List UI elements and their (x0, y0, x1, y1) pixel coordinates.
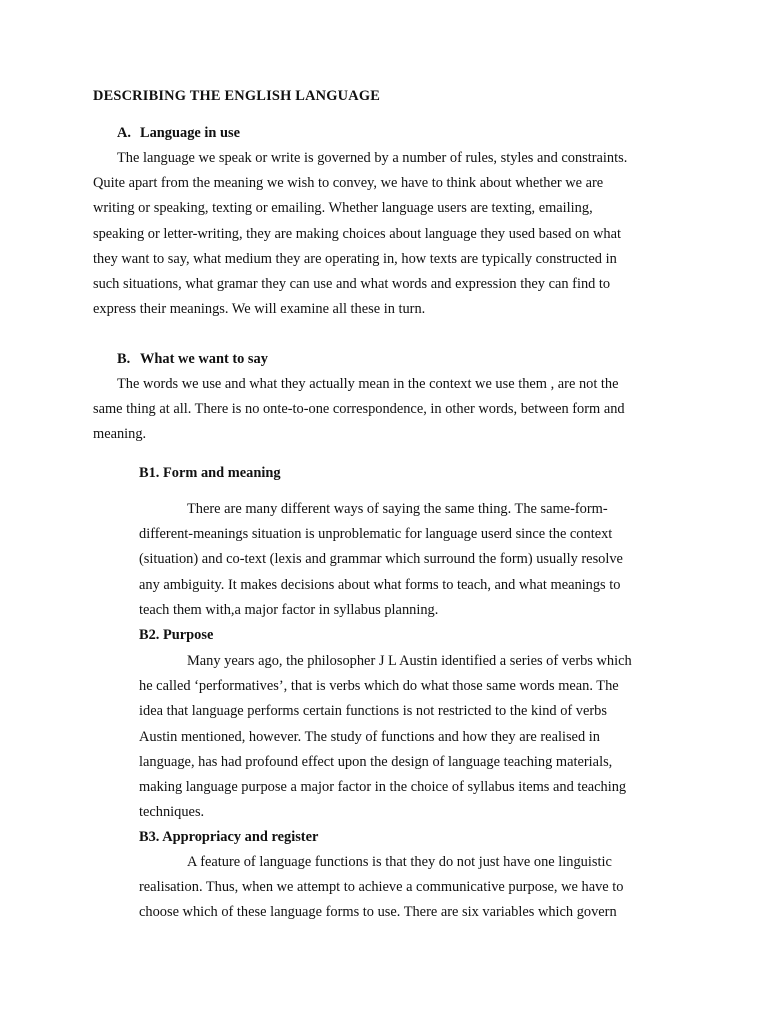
section-b-letter: B. (117, 351, 131, 367)
section-a-heading (117, 125, 240, 142)
paragraph-line: The language we speak or write is governed by a number of rules, styles and constraints. (117, 150, 628, 166)
paragraph-line: Austin mentioned, however. The study of functions and how they are realised in (139, 728, 600, 745)
paragraph-line: different-meanings situation is unproblematic for language userd since the context (139, 526, 613, 543)
section-b-paragraph (93, 372, 673, 448)
section-b3-paragraph (139, 850, 679, 926)
section-b3-heading: B3. Appropriacy and register (139, 829, 319, 845)
paragraph-line: meaning. (93, 426, 147, 443)
paragraph-line: such situations, what gramar they can use and what words and expression they can find to (93, 276, 611, 293)
paragraph-line: techniques. (139, 804, 205, 821)
paragraph-line: teach them with,a major factor in syllabus planning. (139, 601, 439, 618)
paragraph-line: any ambiguity. It makes decisions about what forms to teach, and what meanings to (139, 576, 621, 593)
section-b1-paragraph (139, 497, 679, 623)
paragraph-line: idea that language performs certain functions is not restricted to the kind of verbs (139, 703, 607, 720)
paragraph-line: express their meanings. We will examine all these in turn. (93, 301, 426, 318)
paragraph-line: they want to say, what medium they are operating in, how texts are typically constructed in (93, 250, 617, 267)
section-b2-paragraph (139, 649, 679, 825)
document-title: DESCRIBING THE ENGLISH LANGUAGE (93, 88, 381, 104)
paragraph-line: A feature of language functions is that they do not just have one linguistic (187, 854, 612, 870)
paragraph-line: speaking or letter-writing, they are making choices about language they used based on what (93, 225, 621, 242)
paragraph-line: (situation) and co-text (lexis and grammar which surround the form) usually resolve (139, 551, 623, 568)
section-a-title: Language in use (140, 125, 240, 141)
section-b2-heading: B2. Purpose (139, 627, 214, 643)
paragraph-line: realisation. Thus, when we attempt to achieve a communicative purpose, we have to (139, 879, 624, 896)
section-b-heading (117, 351, 268, 368)
paragraph-line: language, has had profound effect upon the design of language teaching materials, (139, 753, 613, 770)
section-b-title: What we want to say (140, 351, 268, 367)
paragraph-line: writing or speaking, texting or emailing. Whether language users are texting, emailing, (93, 200, 593, 217)
paragraph-line: he called ‘performatives’, that is verbs which do what those same words mean. The (139, 678, 619, 695)
section-a-paragraph (93, 146, 673, 322)
paragraph-line: Many years ago, the philosopher J L Austin identified a series of verbs which (187, 653, 632, 669)
paragraph-line: making language purpose a major factor in the choice of syllabus items and teaching (139, 779, 627, 796)
paragraph-line: Quite apart from the meaning we wish to convey, we have to think about whether we are (93, 175, 604, 192)
section-b1-heading: B1. Form and meaning (139, 465, 281, 481)
paragraph-line: The words we use and what they actually mean in the context we use them , are not the (117, 376, 619, 392)
paragraph-line: There are many different ways of saying the same thing. The same-form- (187, 501, 608, 517)
section-a-letter: A. (117, 125, 131, 141)
paragraph-line: same thing at all. There is no onte-to-one correspondence, in other words, between form and (93, 401, 625, 418)
paragraph-line: choose which of these language forms to use. There are six variables which govern (139, 904, 617, 921)
